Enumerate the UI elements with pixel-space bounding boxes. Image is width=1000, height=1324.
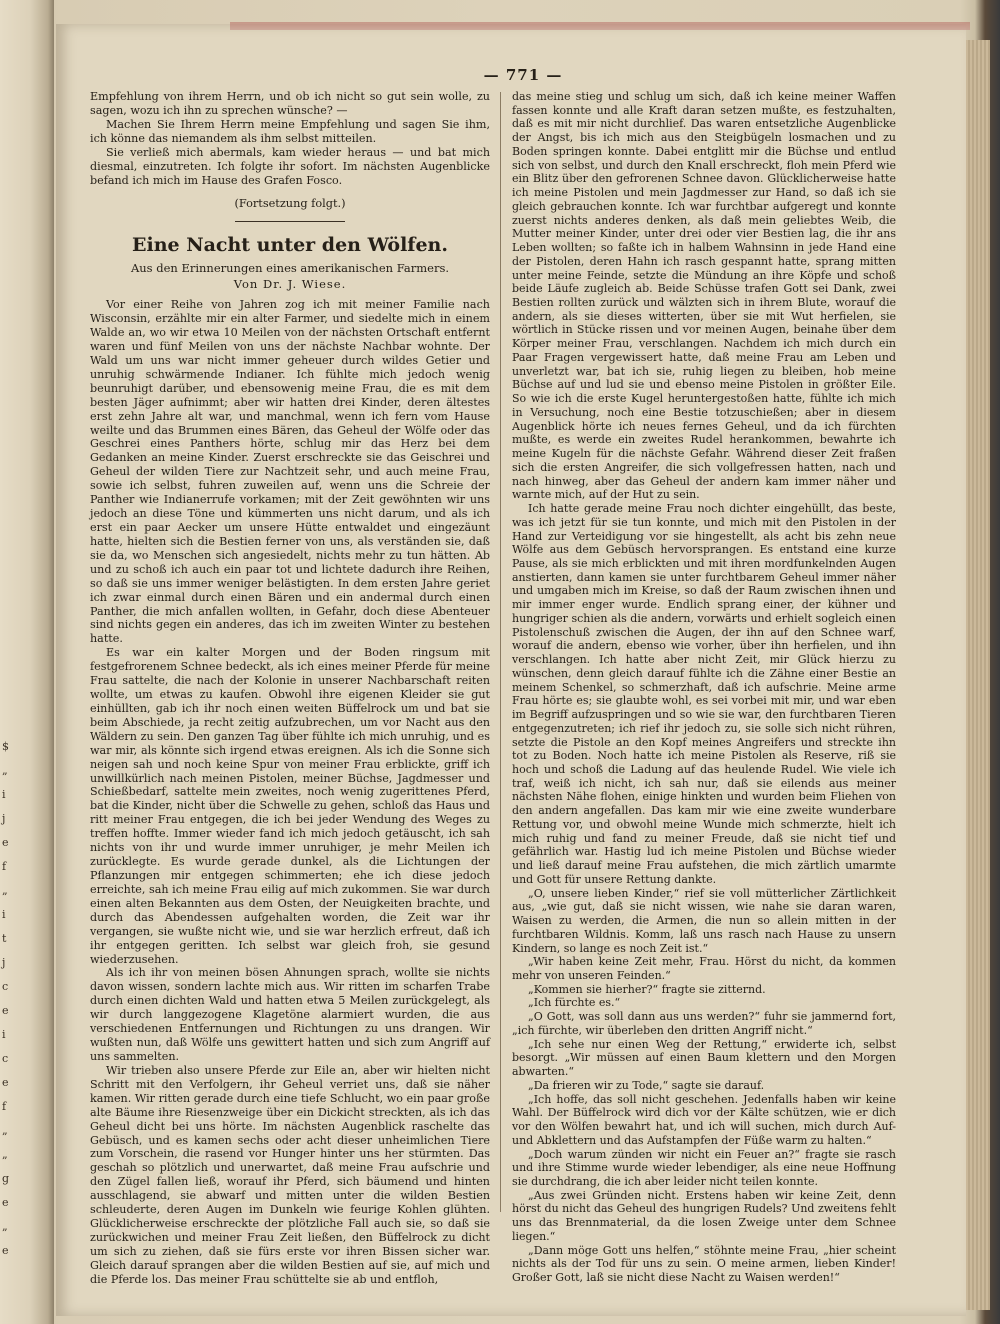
previous-page-glyph: „ [2, 1148, 8, 1161]
previous-page-glyph: g [2, 1172, 10, 1185]
article-title: Eine Nacht unter den Wölfen. [132, 234, 448, 257]
section-rule [235, 221, 345, 222]
fortsetzung-note: (Fortsetzung folgt.) [234, 197, 346, 211]
paragraph: Machen Sie Ihrem Herrn meine Empfehlung und sagen Sie ihm, ich könne das niemandem als ihm selbst mitteilen. [90, 117, 490, 145]
page-stack-edge [966, 40, 990, 1310]
paragraph: Ich hatte gerade meine Frau noch dichter eingehüllt, das beste, was ich jetzt für sie tun konnte, und mich mit den Pistolen in der Hand zur Verteidigung vor sie hingestellt, als acht bis zehn neue Wölfe aus dem Gebüsch hervorsprangen. Es entstand eine kurze Pause, als sie mich erblickten und mit ihren mordfunkelnden Augen anstierten, dann kamen sie unter furchtbarem Geheul immer näher und umgaben mich im Kreise, so daß der Raum zwischen ihnen und mir immer enger wurde. Endlich sprang einer, der kühner und hungriger schien als die andern, vorwärts und erhielt sogleich einen Pistolenschuß zwischen die Augen, der ihn auf den Schnee warf, worauf die andern, ebenso wie vorher, über ihn herfielen, und ihn verschlangen. Ich hatte aber nicht Zeit, mir Glück hierzu zu wünschen, denn gleich darauf fühlte ich die Zähne einer Bestie an meinem Schenkel, so schmerzhaft, daß ich aufschrie. Meine arme Frau hörte es; sie glaubte wohl, es sei vorbei mit mir, und war eben im Begriff aufzuspringen und so wie sie war, den furchtbaren Tieren entgegenzutreten; ich rief ihr jedoch zu, sie solle sich nicht rühren, setzte die Pistole an den Kopf meines Angreifers und streckte ihn tot zu Boden. Noch hatte ich meine Pistolen als Reserve, riß sie hoch und schoß die Ladung auf das heulende Rudel. Wie viele ich traf, weiß ich nicht, ich sah nur, daß sie eilends aus meiner nächsten Nähe flohen, einige hinkten und wurden beim Fliehen von den andern angefallen. Das kam mir wie eine zweite wunderbare Rettung vor, und obwohl meine Wunde mich schmerzte, hielt ich mich ruhig und fand zu meiner Freude, daß sie nicht tief und gefährlich war. Hastig lud ich meine Pistolen und Büchse wieder und ließ darauf meine Frau aufstehen, die mich zärtlich umarmte und Gott für unsere Rettung dankte. [512, 502, 896, 886]
paragraph: Als ich ihr von meinen bösen Ahnungen sprach, wollte sie nichts davon wissen, sondern lachte mich aus. Wir ritten im scharfen Trabe durch einen dichten Wald und hatten etwa 5 Meilen zurückgelegt, als wir durch langgezogene Klagetöne alarmiert wurden, die aus verschiedenen Entfernungen und Richtungen zu uns drangen. Wir wußten nun, daß Wölfe uns gewittert hatten und sich zum Angriff auf uns sammelten. [90, 966, 490, 1063]
paragraph: „Da frieren wir zu Tode,“ sagte sie darauf. [528, 1078, 765, 1092]
previous-page-glyph: c [2, 980, 9, 993]
paragraph: „Kommen sie hierher?“ fragte sie zitternd. [528, 982, 766, 996]
paragraph: „O, unsere lieben Kinder,“ rief sie voll mütterlicher Zärtlichkeit aus, „wie gut, daß sie nicht wissen, wie nahe sie daran waren, Waisen zu werden, die Armen, die nun so allein mitten in der furchtbaren Wildnis. Komm, laß uns rasch nach Hause zu unsern Kindern, so lange es noch Zeit ist.“ [512, 886, 896, 955]
previous-page-glyph: j [2, 956, 6, 969]
previous-page-glyph: e [2, 1004, 9, 1017]
previous-page-glyph: f [2, 1100, 7, 1113]
previous-page-glyph: f [2, 860, 7, 873]
paragraph: „Ich sehe nur einen Weg der Rettung,“ erwiderte ich, selbst besorgt. „Wir müssen auf einen Baum klettern und den Morgen abwarten.“ [512, 1037, 896, 1079]
previous-page-glyph: i [2, 1028, 6, 1041]
previous-page-glyph: e [2, 836, 9, 849]
previous-page-glyph: e [2, 1196, 9, 1209]
binding-band [230, 22, 970, 30]
previous-page-glyph: i [2, 908, 6, 921]
previous-page-glyph: j [2, 812, 6, 825]
paragraph: Es war ein kalter Morgen und der Boden ringsum mit festgefrorenem Schnee bedeckt, als ich eines meiner Pferde für meine Frau sattelte, die nach der Kolonie in unserer Nachbarschaft reiten wollte, um etwas zu kaufen. Obwohl ihre eigenen Kleider sie gut einhüllten, gab ich ihr noch einen weiten Büffelrock um und bat sie beim Abschiede, ja recht zeitig aufzubrechen, um vor Nacht aus den Wäldern zu sein. Den ganzen Tag über fühlte ich mich unruhig, und es war mir, als könnte sich irgend etwas ereignen. Als ich die Sonne sich neigen sah und noch keine Spur von meiner Frau erblickte, griff ich unwillkürlich nach meinen Pistolen, meiner Büchse, Jagdmesser und Schießbedarf, sattelte mein zweites, noch wenig zugerittenes Pferd, bat die Kinder, nicht über die Schwelle zu gehen, schloß das Haus und ritt meiner Frau entgegen, die ich bei jeder Wendung des Weges zu treffen hoffte. Immer wieder fand ich mich jedoch getäuscht, ich sah nichts von ihr und wurde immer unruhiger, je mehr Meilen ich zurücklegte. Es wurde gerade dunkel, als die Lichtungen der Pflanzungen mir entgegen schimmerten; ehe ich diese jedoch erreichte, sah ich meine Frau eilig auf mich zukommen. Sie war durch einen alten Bekannten aus dem Osten, der Neuigkeiten brachte, und durch das Abendessen aufgehalten worden, die Zeit war ihr vergangen, sie wußte nicht wie, und sie war herzlich erfreut, daß ich ihr entgegen geritten. Ich selbst war gleich froh, sie gesund wiederzusehen. [90, 646, 490, 966]
previous-page-glyph: „ [2, 764, 8, 777]
paragraph: „Aus zwei Gründen nicht. Erstens haben wir keine Zeit, denn hörst du nicht das Geheul des hungrigen Rudels? Und zweitens fehlt uns das Brennmaterial, da die losen Zweige unter dem Schnee liegen.“ [512, 1188, 896, 1243]
article-subtitle: Aus den Erinnerungen eines amerikanischen Farmers. [130, 261, 450, 276]
paragraph: Vor einer Reihe von Jahren zog ich mit meiner Familie nach Wisconsin, erzählte mir ein alter Farmer, und siedelte mich in einem Walde an, wo wir etwa 10 Meilen von der nächsten Ortschaft entfernt waren und fünf Meilen von uns der nächste Nachbar wohnte. Der Wald um uns war nicht immer geheuer durch wildes Getier und unruhig schwärmende Indianer. Ich fühlte mich jedoch wenig beunruhigt darüber, und ebensowenig meine Frau, die es mit dem besten Jäger aufnimmt; aber wir hatten drei Kinder, deren ältestes erst zehn Jahre alt war, und manchmal, wenn ich fern vom Hause weilte und das Brummen eines Bären, das Geheul der Wölfe oder das Geschrei eines Panthers hörte, schlug mir das Herz bei dem Gedanken an meine Kinder. Zuerst erschreckte sie das Geischrei und Geheul der wilden Tiere zur Nachtzeit sehr, und auch meine Frau, sowie ich selbst, fuhren zuweilen auf, wenn uns die Schreie der Panther wie Indianerrufe vorkamen; mit der Zeit gewöhnten wir uns jedoch an diese Töne und kümmerten uns nicht darum, und als ich erst ein paar Aecker um unsere Hütte entwaldet und eingezäunt hatte, hielten sich die Bestien ferner von uns, als verständen sie, daß sie da, wo Menschen sich angesiedelt, nichts mehr zu tun hätten. Ab und zu schoß ich auch ein paar tot und lichtete dadurch ihre Reihen, so daß sie uns immer weniger belästigten. In dem ersten Jahre geriet ich zwar einmal durch einen Bären und ein andermal durch einen Panther, die mich anfallen wollten, in Gefahr, doch diese Abenteuer sind nichts gegen ein anderes, das ich im zweiten Winter zu bestehen hatte. [90, 298, 490, 646]
previous-page-glyph: „ [2, 1124, 8, 1137]
paragraph: „Doch warum zünden wir nicht ein Feuer an?“ fragte sie rasch und ihre Stimme wurde wieder lebendiger, als eine neue Hoffnung sie durchdrang, die ich aber leider nicht teilen konnte. [512, 1147, 896, 1189]
previous-page-glyph: c [2, 1052, 9, 1065]
previous-page-glyph: e [2, 1076, 9, 1089]
article-author: Von Dr. J. Wiese. [233, 277, 347, 292]
paragraph: „Ich fürchte es.“ [528, 996, 621, 1010]
previous-page-glyph: i [2, 788, 6, 801]
paragraph: „Ich hoffe, das soll nicht geschehen. Jedenfalls haben wir keine Wahl. Der Büffelrock wird dich vor der Kälte schützen, wie er dich vor den Wölfen bewahrt hat, und ich will suchen, mich durch Auf- und Abklettern und das Aufstampfen der Füße warm zu halten.“ [512, 1092, 896, 1147]
paragraph: „O Gott, was soll dann aus uns werden?“ fuhr sie jammernd fort, „ich fürchte, wir überleben den dritten Angriff nicht.“ [512, 1010, 896, 1037]
previous-page-glyph: $ [2, 740, 9, 753]
right-column [512, 90, 896, 1285]
previous-page-glyph: „ [2, 884, 8, 897]
paragraph: „Dann möge Gott uns helfen,“ stöhnte meine Frau, „hier scheint nichts als der Tod für uns zu sein. O meine armen, lieben Kinder! Großer Gott, laß sie nicht diese Nacht zu Waisen werden!“ [512, 1243, 896, 1285]
column-divider [500, 92, 501, 1212]
paragraph: das meine stieg und schlug um sich, daß ich keine meiner Waffen fassen konnte und alle Kraft daran setzen mußte, es festzuhalten, daß es mit mir nicht durchlief. Das waren entsetzliche Augenblicke der Angst, bis ich mich aus den Steigbügeln losmachen und zu Boden springen konnte. Dabei entglitt mir die Büchse und entlud sich von selbst, und durch den Knall erschreckt, floh mein Pferd wie ein Blitz über den gefrorenen Schnee davon. Glücklicherweise hatte ich meine Pistolen und mein Jagdmesser zur Hand, so daß ich sie gleich gebrauchen konnte. Ich war furchtbar aufgeregt und konnte zuerst nichts anderes denken, als daß mein geliebtes Weib, die Mutter meiner Kinder, unter drei oder vier Bestien lag, die ihr ans Leben wollten; so faßte ich in halbem Wahnsinn in jede Hand eine der Pistolen, deren Hahn ich rasch gespannt hatte, sprang mitten unter meine Feinde, setzte die Mündung an ihre Köpfe und schoß beide Läufe zugleich ab. Beide Schüsse trafen Gott sei Dank, zwei Bestien rollten zurück und wälzten sich in ihrem Blute, worauf die andern, als sie dieses witterten, über sie mit Wut herfielen, sie wörtlich in Stücke rissen und vor meinen Augen, beinahe über dem Körper meiner Frau, verschlangen. Nachdem ich mich durch ein Paar Fragen vergewissert hatte, daß meine Frau am Leben und unverletzt war, bat ich sie, ruhig liegen zu bleiben, hob meine Büchse auf und lud sie und ebenso meine Pistolen in größter Eile. So wie ich die erste Kugel heruntergestoßen hatte, fühlte ich mich in Versuchung, noch eine Bestie totzuschießen; aber in diesem Augenblick hörte ich neues fernes Geheul, und da ich fürchten mußte, es werde ein zweites Rudel herankommen, bewahrte ich meine Kugeln für die nächste Gefahr. Während dieser Zeit fraßen sich die ersten Angreifer, die sich vollgefressen hatten, nach und nach hinweg, aber das Geheul der andern kam immer näher und warnte mich, auf der Hut zu sein. [512, 90, 896, 502]
continuation-text: Empfehlung von ihrem Herrn, und ob ich nicht so gut sein wolle, zu sagen, wozu ich ihn zu sprechen wünsche? — [90, 90, 490, 117]
page-number: — 771 — [483, 66, 563, 84]
previous-page-glyph: e [2, 1244, 9, 1257]
paragraph: Sie verließ mich abermals, kam wieder heraus — und bat mich diesmal, einzutreten. Ich folgte ihr sofort. Im nächsten Augenblicke befand ich mich im Hause des Grafen Fosco. [90, 145, 490, 187]
paragraph: Wir trieben also unsere Pferde zur Eile an, aber wir hielten nicht Schritt mit den Verfolgern, ihr Geheul verriet uns, daß sie näher kamen. Wir ritten gerade durch eine tiefe Schlucht, wo ein paar große alte Bäume ihre Riesenzweige über ein Dickicht streckten, als ich das Geheul dicht bei uns hörte. Im nächsten Augenblick raschelte das Gebüsch, und es kamen sechs oder acht dieser unheimlichen Tiere zum Vorschein, die rasend vor Hunger hinter uns her stürmten. Das geschah so plötzlich und unerwartet, daß meine Frau aufschrie und den Zügel fallen ließ, worauf ihr Pferd, sich bäumend und hinten ausschlagend, sie abwarf und mitten unter die wilden Bestien schleuderte, deren Augen im Dunkeln wie feurige Kohlen glühten. Glücklicherweise erschreckte der plötzliche Fall auch sie, so daß sie zurückwichen und meiner Frau Zeit ließen, den Büffelrock zu dicht um sich zu ziehen, daß sie fürs erste vor ihren Bissen sicher war. Gleich darauf sprangen aber die wilden Bestien auf sie, auf mich und die Pferde los. Das meiner Frau schüttelte sie ab und entfloh, [90, 1063, 490, 1286]
paragraph: „Wir haben keine Zeit mehr, Frau. Hörst du nicht, da kommen mehr von unseren Feinden.“ [512, 955, 896, 982]
previous-page-glyph: t [2, 932, 7, 945]
previous-page-glyph: „ [2, 1220, 8, 1233]
left-column [90, 90, 490, 1287]
previous-page-edge [0, 0, 54, 1324]
